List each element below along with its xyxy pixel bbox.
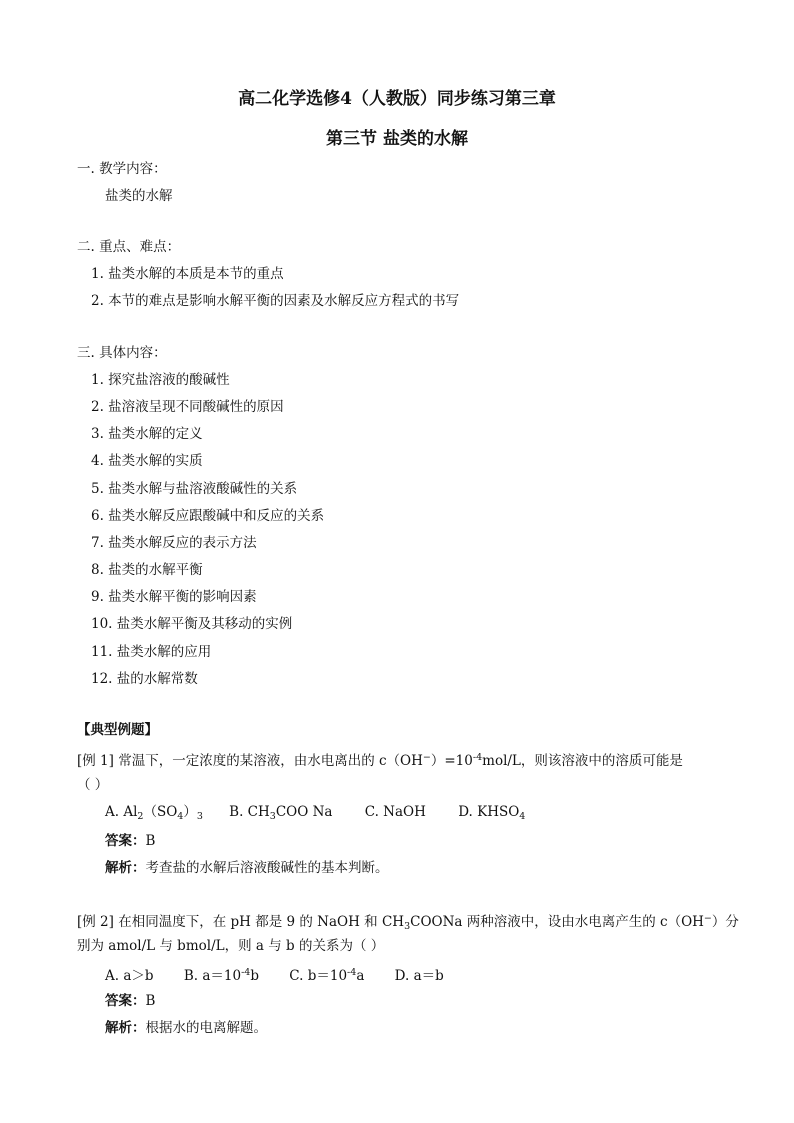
- example2-question: [例 2] 在相同温度下，在 pH 都是 9 的 NaOH 和 $CH_3COONa$ 两种溶液中，设由水电离产生的 c（OH−）分: [77, 913, 739, 932]
- detail-item: 1. 探究盐溶液的酸碱性: [91, 372, 230, 388]
- example2-option-b: B. $a=10^{-4}b$: [183, 967, 259, 984]
- example1-options: [105, 803, 525, 826]
- detail-item: 3. 盐类水解的定义: [91, 426, 203, 442]
- detail-item: 11. 盐类水解的应用: [91, 644, 212, 660]
- example2-options: [105, 964, 444, 985]
- key-point-item: 2. 本节的难点是影响水解平衡的因素及水解反应方程式的书写: [91, 293, 460, 309]
- key-points-heading: 二. 重点、难点：: [77, 239, 181, 255]
- detail-item: 5. 盐类水解与盐溶液酸碱性的关系: [91, 481, 298, 497]
- detail-item: 8. 盐类的水解平衡: [91, 562, 203, 578]
- document-title: 高二化学选修4（人教版）同步练习第三章: [238, 89, 556, 109]
- teaching-heading: 一. 教学内容：: [77, 161, 167, 177]
- detail-item: 7. 盐类水解反应的表示方法: [91, 535, 257, 551]
- detail-item: 6. 盐类水解反应跟酸碱中和反应的关系: [91, 508, 325, 524]
- section-title: 第三节 盐类的水解: [326, 129, 468, 149]
- example2-question-line2: 别为 amol/L 与 bmol/L，则 a 与 b 的关系为（ ）: [77, 938, 385, 954]
- example1-option-d: D. $KHSO_4$: [458, 804, 526, 822]
- example1-question: [例 1] 常温下，一定浓度的某溶液，由水电离出的 $c(OH^-)=10^{-4}mol/L$，则该溶液中的溶质可能是: [77, 752, 683, 769]
- example2-option-c: C. $b=10^{-4}a$: [289, 967, 365, 984]
- key-point-item: 1. 盐类水解的本质是本节的重点: [91, 266, 284, 282]
- detail-item: 2. 盐溶液呈现不同酸碱性的原因: [91, 399, 284, 415]
- example1-question-blank: （ ）: [77, 777, 109, 793]
- example1-option-c: C. NaOH: [364, 804, 426, 820]
- details-heading: 三. 具体内容：: [77, 345, 167, 361]
- examples-heading: 【典型例题】: [77, 722, 158, 738]
- teaching-body: 盐类的水解: [105, 188, 173, 204]
- example1-option-a: A. $Al_2(SO_4)_3$: [105, 804, 203, 822]
- detail-item: 4. 盐类水解的实质: [91, 453, 203, 469]
- example2-answer: 答案：B: [105, 993, 156, 1009]
- example2-analysis: 解析：根据水的电离解题。: [105, 1020, 267, 1036]
- detail-item: 12. 盐的水解常数: [91, 671, 198, 687]
- example1-analysis: 解析：考查盐的水解后溶液酸碱性的基本判断。: [105, 860, 389, 876]
- example2-option-a: A. a＞b: [105, 968, 154, 984]
- example1-option-b: B. $CH_3COO$ Na: [229, 804, 333, 822]
- example1-answer: 答案：B: [105, 833, 156, 849]
- detail-item: 10. 盐类水解平衡及其移动的实例: [91, 616, 293, 632]
- detail-item: 9. 盐类水解平衡的影响因素: [91, 589, 257, 605]
- example2-option-d: D. a＝b: [394, 968, 444, 984]
